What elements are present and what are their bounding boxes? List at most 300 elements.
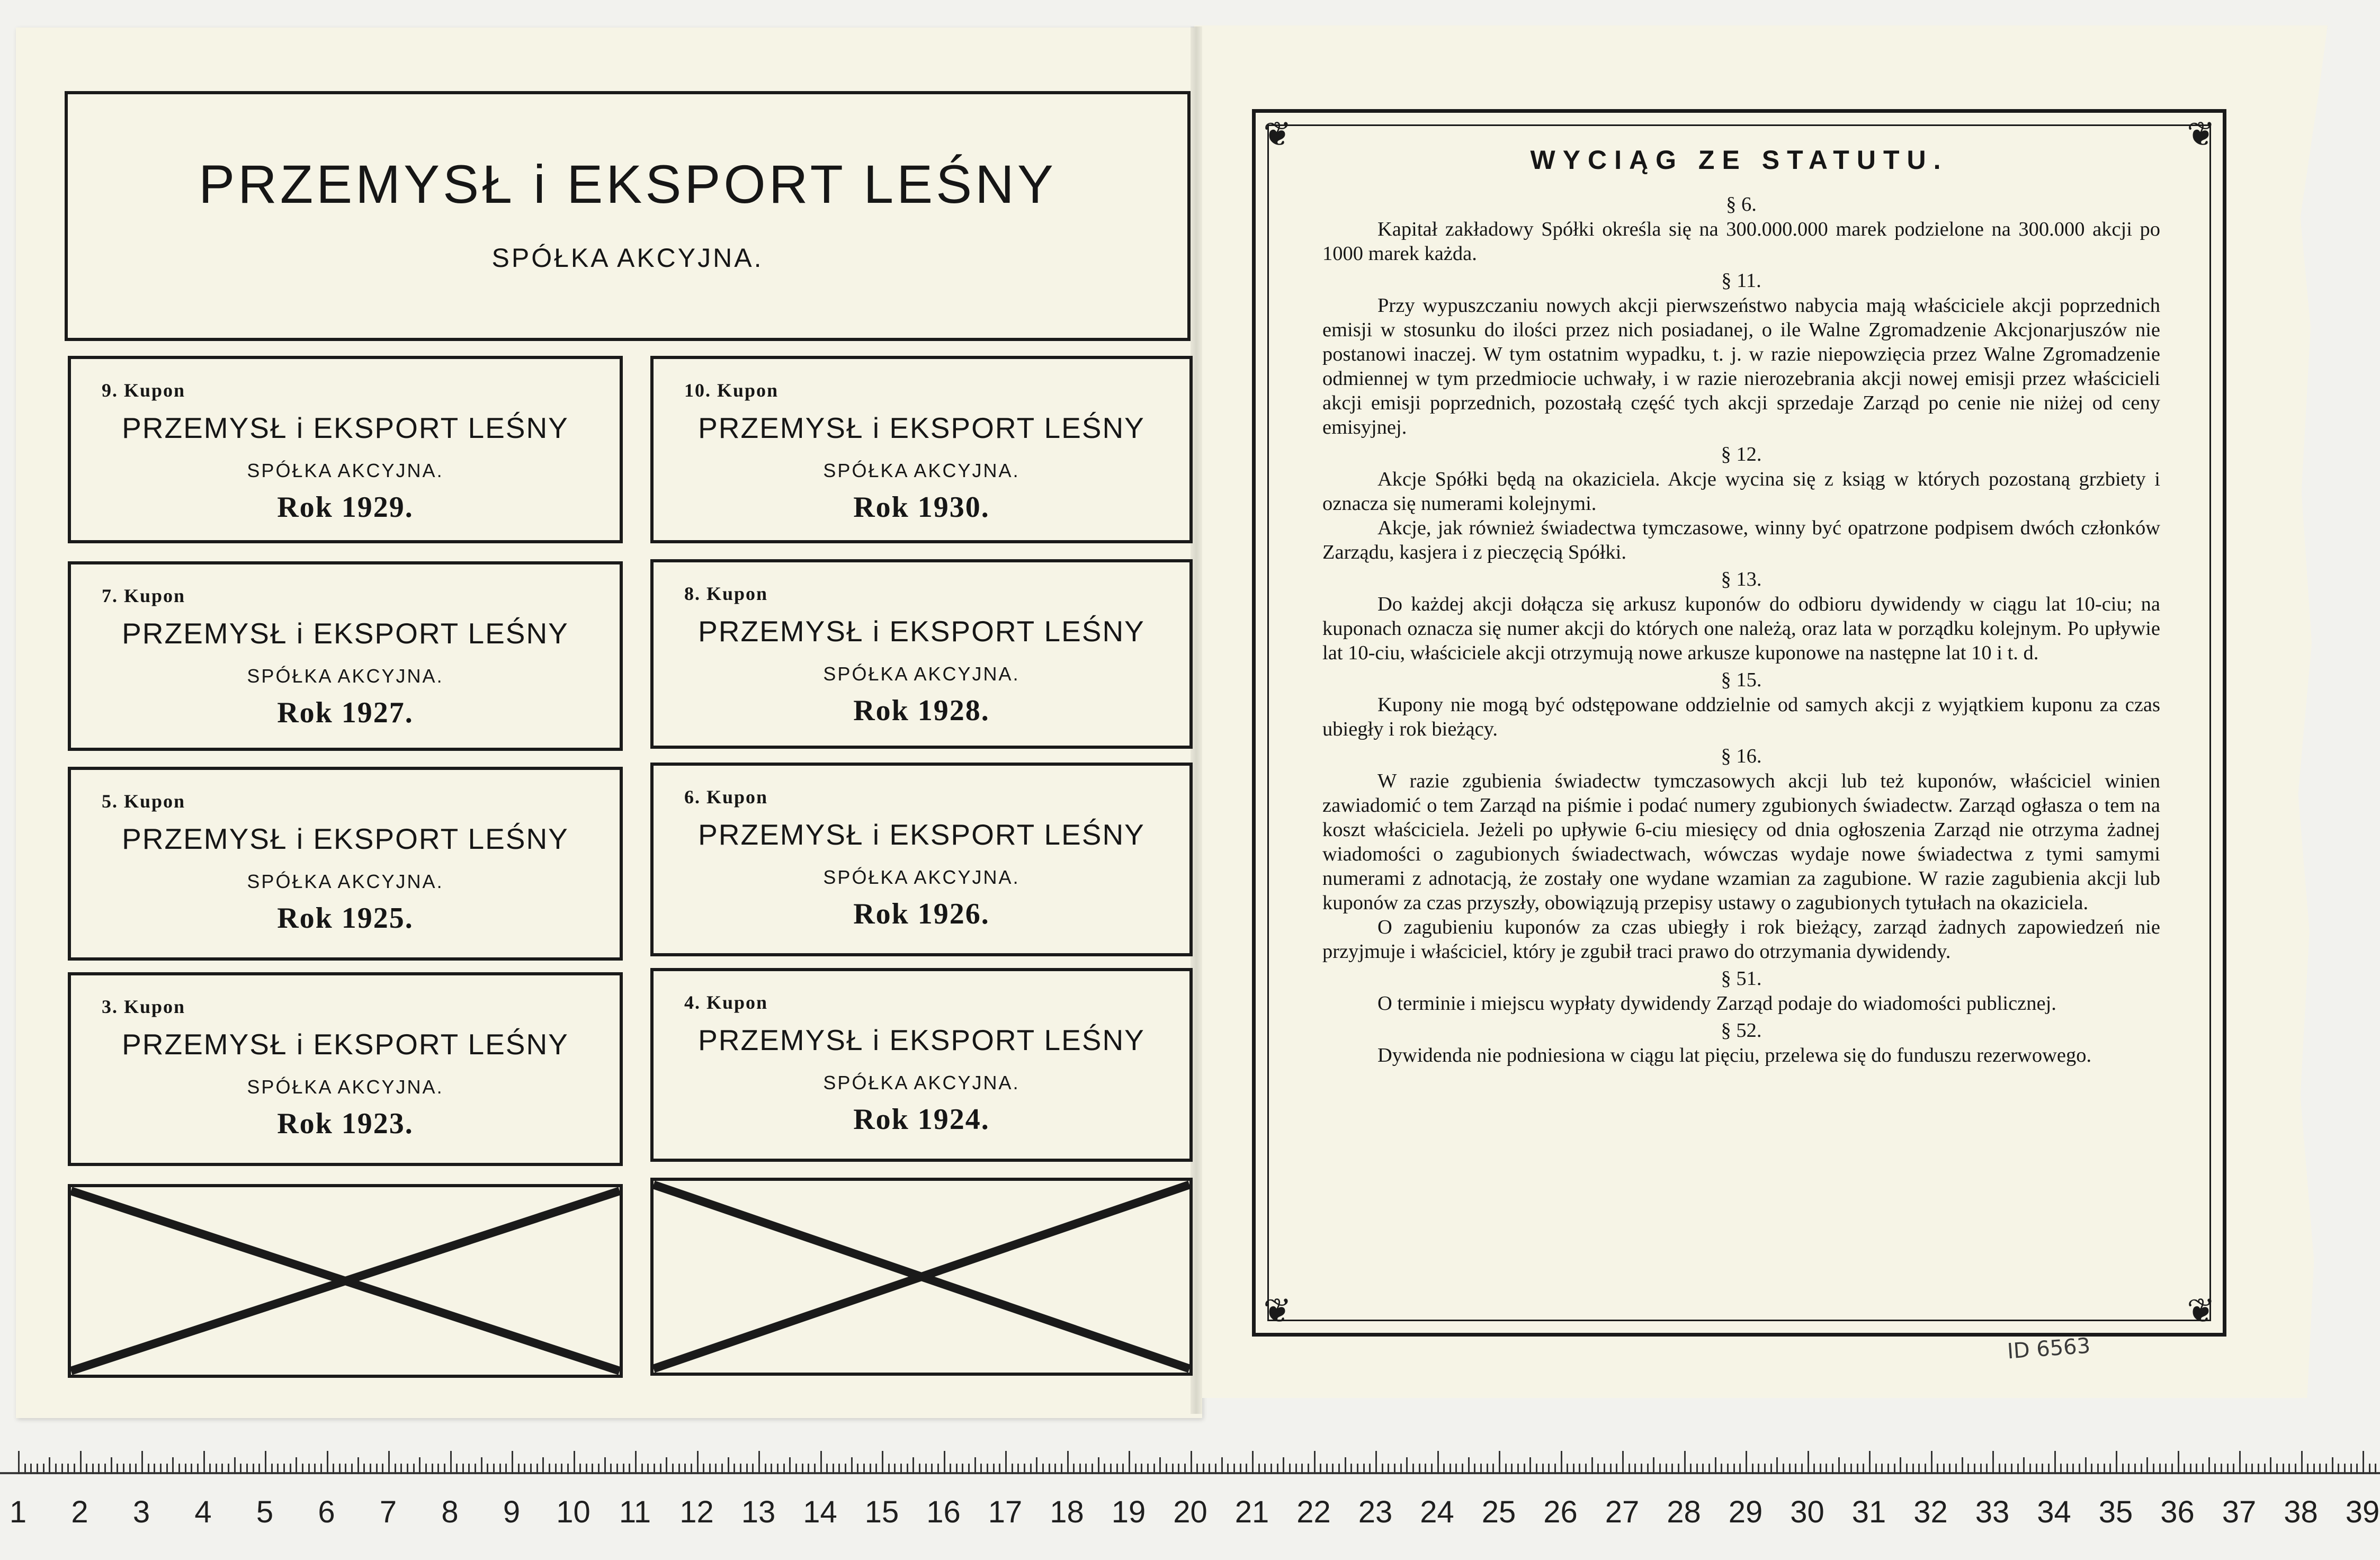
ruler-tick	[1345, 1457, 1346, 1474]
coupon-company: PRZEMYSŁ i EKSPORT LEŚNY	[122, 617, 569, 650]
ruler-tick	[178, 1464, 180, 1474]
ruler-tick	[765, 1464, 766, 1474]
ruler-tick	[802, 1464, 803, 1474]
ruler-tick	[432, 1464, 433, 1474]
ruler-tick	[826, 1464, 828, 1474]
ruler-tick	[499, 1464, 501, 1474]
ruler-tick	[1079, 1464, 1081, 1474]
ruler-tick	[1104, 1464, 1105, 1474]
ruler-tick	[468, 1464, 470, 1474]
ruler-label: 5	[256, 1495, 274, 1529]
ruler-tick	[2165, 1464, 2167, 1474]
ruler-tick	[2011, 1464, 2012, 1474]
ruler-tick	[814, 1464, 816, 1474]
cross-mark-icon	[71, 1187, 620, 1375]
ruler-tick	[2264, 1464, 2266, 1474]
ruler-tick	[635, 1451, 637, 1474]
ruler-tick	[2116, 1451, 2117, 1474]
ruler-tick	[234, 1457, 236, 1474]
ruler-tick	[1604, 1464, 1605, 1474]
ruler-tick	[240, 1464, 241, 1474]
ruler-tick	[1394, 1464, 1395, 1474]
ruler-tick	[962, 1464, 963, 1474]
ruler-tick	[641, 1464, 643, 1474]
ruler-tick	[888, 1464, 890, 1474]
ruler-tick	[327, 1451, 328, 1474]
ruler-tick	[2079, 1464, 2080, 1474]
ruler-tick	[104, 1464, 106, 1474]
ruler-tick	[2307, 1464, 2309, 1474]
ruler-tick	[1369, 1464, 1371, 1474]
coupon-4	[650, 968, 1193, 1162]
ruler-label: 6	[318, 1495, 335, 1529]
ruler-tick	[1641, 1464, 1642, 1474]
coupon-company: PRZEMYSŁ i EKSPORT LEŚNY	[698, 1024, 1145, 1056]
ruler-tick	[370, 1464, 371, 1474]
ruler-tick	[2239, 1451, 2241, 1474]
ruler-tick	[1529, 1457, 1531, 1474]
coupon-number: 10. Kupon	[684, 380, 779, 401]
ruler-tick	[135, 1464, 137, 1474]
ruler-tick	[999, 1464, 1000, 1474]
ruler-tick	[1400, 1464, 1402, 1474]
ruler-tick	[1949, 1464, 1950, 1474]
ruler-label: 23	[1358, 1495, 1393, 1529]
ruler-tick	[1826, 1464, 1827, 1474]
ruler-tick	[129, 1464, 131, 1474]
section-text: Kupony nie mogą być odstępowane oddzielnie od samych akcji z wyjątkiem kuponu za czas ubiegły i rok bieżący.	[1322, 694, 2160, 740]
ruler-label: 28	[1667, 1495, 1701, 1529]
ruler-label: 13	[741, 1495, 776, 1529]
ruler-tick	[2005, 1464, 2006, 1474]
ruler-label: 30	[1790, 1495, 1824, 1529]
ruler-label: 20	[1173, 1495, 1207, 1529]
ruler-tick	[55, 1464, 57, 1474]
section-text: Do każdej akcji dołącza się arkusz kuponów do odbioru dywidendy w ciągu lat 10-ciu; na kuponach oznacza się numer akcji do których one należą, oraz lata w porządku kolejnym. Po upływie lat 10-ciu, właściciele akcji otrzymują nowe arkusze kuponowe na następne lat 10 i t. d.	[1322, 593, 2160, 664]
ruler-tick	[296, 1457, 297, 1474]
ruler-tick	[795, 1464, 797, 1474]
ruler-tick	[1579, 1464, 1580, 1474]
ruler-tick	[1326, 1464, 1328, 1474]
ruler-tick	[1178, 1464, 1179, 1474]
coupon-form: SPÓŁKA AKCYJNA.	[823, 1072, 1020, 1093]
ruler-tick	[875, 1464, 877, 1474]
coupon-form: SPÓŁKA AKCYJNA.	[823, 663, 1020, 685]
ruler-label: 3	[132, 1495, 150, 1529]
coupon-3	[68, 972, 623, 1166]
ruler-tick	[2288, 1464, 2290, 1474]
ruler-tick	[475, 1464, 476, 1474]
ruler-tick	[733, 1464, 735, 1474]
ruler-tick	[604, 1457, 606, 1474]
ruler-tick	[740, 1464, 741, 1474]
ruler-tick	[2350, 1464, 2352, 1474]
ruler-tick	[1962, 1457, 1963, 1474]
ruler-label: 35	[2098, 1495, 2133, 1529]
ruler-tick	[2356, 1464, 2358, 1474]
ruler-tick	[703, 1464, 704, 1474]
ruler-tick	[1783, 1464, 1784, 1474]
ruler-tick	[1666, 1464, 1667, 1474]
ruler-tick	[203, 1451, 205, 1474]
ruler-label: 36	[2160, 1495, 2195, 1529]
ruler-tick	[123, 1464, 124, 1474]
ruler-tick	[1925, 1464, 1926, 1474]
archive-id-stamp: ID 6563	[2006, 1333, 2091, 1364]
ruler-tick	[672, 1464, 674, 1474]
ruler-label: 16	[926, 1495, 961, 1529]
section-heading: § 16.	[1721, 745, 1762, 767]
ruler-tick	[2146, 1457, 2148, 1474]
coupon-9	[68, 356, 623, 543]
section-text: Akcje Spółki będą na okaziciela. Akcje wycina się z ksiąg w których pozostaną grzbiety i oznacza się numerami kolejnymi.	[1322, 468, 2160, 515]
ruler-tick	[2109, 1464, 2111, 1474]
ruler-tick	[1690, 1464, 1692, 1474]
ruler-tick	[1511, 1464, 1513, 1474]
ruler-tick	[1054, 1464, 1056, 1474]
section-heading: § 11.	[1721, 270, 1761, 292]
ruler-tick	[2128, 1464, 2130, 1474]
ruler-tick	[339, 1464, 341, 1474]
ruler-tick	[160, 1464, 162, 1474]
ruler-tick	[2085, 1457, 2087, 1474]
ruler-tick	[1246, 1464, 1247, 1474]
ruler-tick	[2276, 1464, 2278, 1474]
ornament-corner-icon: ❦	[2187, 115, 2215, 153]
ruler-tick	[2097, 1464, 2099, 1474]
ruler-tick	[450, 1451, 452, 1474]
ruler-tick	[1597, 1464, 1599, 1474]
ruler-tick	[487, 1464, 488, 1474]
ruler-tick	[1153, 1464, 1155, 1474]
ruler-tick	[2295, 1464, 2296, 1474]
ruler-tick	[1363, 1464, 1365, 1474]
coupon-form: SPÓŁKA AKCYJNA.	[247, 460, 444, 481]
ruler-tick	[49, 1457, 50, 1474]
ruler-tick	[1314, 1451, 1316, 1474]
ruler-tick	[2369, 1464, 2370, 1474]
ruler-tick	[2301, 1451, 2303, 1474]
ruler-tick	[660, 1464, 661, 1474]
ruler-tick	[1049, 1464, 1050, 1474]
ruler-tick	[1542, 1464, 1544, 1474]
measurement-ruler	[0, 1430, 2380, 1560]
ruler-label: 15	[864, 1495, 899, 1529]
ruler-tick	[1517, 1464, 1519, 1474]
coupon-year: Rok 1923.	[277, 1107, 414, 1140]
ruler-label: 7	[379, 1495, 397, 1529]
ruler-tick	[944, 1451, 945, 1474]
ruler-tick	[863, 1464, 865, 1474]
ruler-tick	[1067, 1451, 1069, 1474]
ruler-tick	[968, 1464, 970, 1474]
ruler-tick	[1450, 1464, 1451, 1474]
coupon-year: Rok 1927.	[277, 696, 414, 729]
ruler-tick	[166, 1464, 168, 1474]
ruler-tick	[833, 1464, 834, 1474]
ruler-label: 22	[1296, 1495, 1331, 1529]
coupon-company: PRZEMYSŁ i EKSPORT LEŚNY	[122, 822, 569, 855]
ruler-tick	[1017, 1464, 1019, 1474]
ruler-tick	[400, 1464, 402, 1474]
coupon-number: 3. Kupon	[102, 996, 186, 1017]
ruler-label: 19	[1111, 1495, 1146, 1529]
ruler-tick	[290, 1464, 291, 1474]
ruler-tick	[1166, 1464, 1167, 1474]
ruler-tick	[2214, 1464, 2216, 1474]
ornament-corner-icon: ❦	[2187, 1292, 2215, 1330]
ruler-label: 27	[1605, 1495, 1640, 1529]
ruler-label: 34	[2037, 1495, 2071, 1529]
ruler-tick	[691, 1464, 692, 1474]
ruler-tick	[1085, 1464, 1087, 1474]
ruler-label: 33	[1975, 1495, 2010, 1529]
ruler-tick	[1801, 1464, 1803, 1474]
crossed-out-coupon-slot	[68, 1184, 623, 1378]
section-text: Akcje, jak również świadectwa tymczasowe, winny być opatrzone podpisem dwóch członków Zarządu, kasjera i z pieczęcią Spółki.	[1322, 517, 2160, 563]
ruler-tick	[1943, 1464, 1945, 1474]
coupon-company: PRZEMYSŁ i EKSPORT LEŚNY	[122, 1028, 569, 1061]
ruler-tick	[2258, 1464, 2259, 1474]
ruler-label: 2	[71, 1495, 88, 1529]
ruler-tick	[1468, 1457, 1470, 1474]
ruler-tick	[1869, 1451, 1871, 1474]
ruler-tick	[1061, 1464, 1062, 1474]
ruler-tick	[1005, 1451, 1007, 1474]
ruler-tick	[530, 1464, 532, 1474]
ruler-tick	[1203, 1464, 1204, 1474]
ruler-tick	[1739, 1464, 1741, 1474]
coupon-number: 6. Kupon	[684, 786, 768, 808]
ruler-tick	[425, 1464, 427, 1474]
ruler-tick	[542, 1457, 544, 1474]
ruler-tick	[1591, 1457, 1593, 1474]
ruler-tick	[838, 1464, 840, 1474]
ruler-tick	[228, 1464, 229, 1474]
ruler-tick	[956, 1464, 958, 1474]
ruler-tick	[2283, 1464, 2284, 1474]
ruler-tick	[216, 1464, 217, 1474]
ruler-tick	[561, 1464, 562, 1474]
ruler-tick	[2325, 1464, 2327, 1474]
ruler-tick	[1252, 1451, 1254, 1474]
ruler-label: 31	[1851, 1495, 1886, 1529]
ruler-tick	[456, 1464, 458, 1474]
coupon-company: PRZEMYSŁ i EKSPORT LEŚNY	[698, 818, 1145, 851]
ruler-tick	[1548, 1464, 1550, 1474]
ruler-tick	[43, 1464, 44, 1474]
ruler-tick	[567, 1464, 569, 1474]
ruler-tick	[931, 1464, 933, 1474]
ruler-tick	[900, 1464, 902, 1474]
ruler-tick	[1382, 1464, 1383, 1474]
ruler-tick	[2208, 1457, 2210, 1474]
ruler-tick	[2344, 1464, 2346, 1474]
ruler-tick	[444, 1464, 445, 1474]
ruler-tick	[2153, 1464, 2154, 1474]
ruler-tick	[1357, 1464, 1358, 1474]
ruler-tick	[1289, 1464, 1291, 1474]
ruler-tick	[1967, 1464, 1969, 1474]
ruler-tick	[283, 1464, 285, 1474]
ruler-tick	[1437, 1451, 1439, 1474]
ruler-tick	[1116, 1464, 1118, 1474]
ruler-tick	[302, 1464, 303, 1474]
ruler-tick	[1536, 1464, 1537, 1474]
ruler-tick	[715, 1464, 717, 1474]
ruler-tick	[493, 1464, 495, 1474]
ruler-tick	[1561, 1451, 1562, 1474]
ruler-tick	[919, 1464, 920, 1474]
header-box	[65, 91, 1191, 341]
ruler-tick	[666, 1457, 667, 1474]
coupon-8	[650, 559, 1193, 749]
ruler-tick	[2171, 1464, 2173, 1474]
ruler-tick	[2104, 1464, 2105, 1474]
ruler-tick	[1758, 1464, 1759, 1474]
ruler-tick	[2202, 1464, 2204, 1474]
ruler-tick	[437, 1464, 439, 1474]
ruler-tick	[1931, 1451, 1932, 1474]
ruler-tick	[1332, 1464, 1334, 1474]
ruler-tick	[1622, 1451, 1624, 1474]
ruler-tick	[1727, 1464, 1729, 1474]
ruler-tick	[1820, 1464, 1821, 1474]
ruler-tick	[172, 1457, 174, 1474]
section-text: Dywidenda nie podniesiona w ciągu lat pięciu, przelewa się do funduszu rezerwowego.	[1377, 1044, 2092, 1066]
ruler-tick	[1857, 1464, 1858, 1474]
ruler-tick	[351, 1464, 353, 1474]
ruler-tick	[777, 1464, 779, 1474]
ruler-tick	[1733, 1464, 1735, 1474]
ruler-tick	[221, 1464, 223, 1474]
ruler-tick	[1838, 1457, 1840, 1474]
ruler-tick	[1295, 1464, 1297, 1474]
ruler-tick	[1196, 1464, 1198, 1474]
ruler-tick	[1221, 1457, 1223, 1474]
ruler-tick	[1702, 1464, 1704, 1474]
coupon-number: 8. Kupon	[684, 583, 768, 604]
ruler-tick	[894, 1464, 896, 1474]
ruler-tick	[1634, 1464, 1636, 1474]
ruler-tick	[1887, 1464, 1889, 1474]
ruler-tick	[117, 1464, 118, 1474]
ruler-tick	[1715, 1457, 1716, 1474]
ruler-tick	[555, 1464, 557, 1474]
ruler-tick	[512, 1451, 513, 1474]
ruler-tick	[987, 1464, 988, 1474]
ruler-tick	[1233, 1464, 1235, 1474]
ruler-tick	[505, 1464, 507, 1474]
ruler-label: 10	[556, 1495, 590, 1529]
ruler-tick	[1808, 1451, 1809, 1474]
ruler-tick	[907, 1464, 908, 1474]
ruler-tick	[678, 1464, 680, 1474]
ruler-tick	[771, 1464, 772, 1474]
ruler-tick	[1999, 1464, 2000, 1474]
ruler-tick	[1832, 1464, 1833, 1474]
ruler-tick	[993, 1464, 995, 1474]
coupon-company: PRZEMYSŁ i EKSPORT LEŚNY	[122, 411, 569, 444]
ruler-tick	[1850, 1464, 1852, 1474]
ruler-tick	[197, 1464, 199, 1474]
ruler-label: 11	[619, 1495, 651, 1529]
ruler-tick	[709, 1464, 711, 1474]
ruler-tick	[1350, 1464, 1352, 1474]
ruler-tick	[1283, 1457, 1284, 1474]
ruler-tick	[1308, 1464, 1309, 1474]
ruler-tick	[308, 1464, 310, 1474]
coupon-number: 7. Kupon	[102, 585, 186, 606]
ruler-label: 4	[194, 1495, 212, 1529]
ruler-tick	[80, 1451, 82, 1474]
ruler-tick	[1671, 1464, 1673, 1474]
ruler-tick	[320, 1464, 322, 1474]
ruler-tick	[265, 1451, 266, 1474]
ruler-tick	[1270, 1464, 1272, 1474]
ruler-tick	[586, 1464, 587, 1474]
ruler-tick	[610, 1464, 612, 1474]
ruler-tick	[1487, 1464, 1488, 1474]
coupon-5	[68, 767, 623, 961]
ruler-tick	[1629, 1464, 1630, 1474]
ruler-tick	[974, 1457, 976, 1474]
ruler-tick	[2190, 1464, 2191, 1474]
ruler-tick	[111, 1457, 112, 1474]
ruler-tick	[1209, 1464, 1210, 1474]
section-heading: § 13.	[1721, 568, 1762, 590]
coupon-year: Rok 1928.	[853, 694, 990, 727]
ruler-tick	[98, 1464, 100, 1474]
ruler-tick	[845, 1464, 846, 1474]
ruler-tick	[1992, 1451, 1994, 1474]
ruler-tick	[1610, 1464, 1612, 1474]
ruler-tick	[1091, 1464, 1093, 1474]
coupon-year: Rok 1924.	[853, 1103, 990, 1136]
ruler-tick	[1098, 1457, 1099, 1474]
ruler-tick	[1770, 1464, 1772, 1474]
ruler-tick	[1974, 1464, 1975, 1474]
ruler-tick	[1844, 1464, 1846, 1474]
ruler-tick	[1258, 1464, 1260, 1474]
ruler-tick	[1264, 1464, 1266, 1474]
ruler-tick	[271, 1464, 273, 1474]
ruler-tick	[1789, 1464, 1791, 1474]
ruler-tick	[2332, 1457, 2333, 1474]
ruler-tick	[1616, 1464, 1617, 1474]
ruler-label: 12	[679, 1495, 714, 1529]
ruler-tick	[937, 1464, 939, 1474]
ruler-tick	[870, 1464, 871, 1474]
ruler-tick	[209, 1464, 211, 1474]
ruler-tick	[1375, 1451, 1377, 1474]
ruler-tick	[1474, 1464, 1475, 1474]
ruler-tick	[1795, 1464, 1796, 1474]
ruler-label: 9	[503, 1495, 521, 1529]
ruler-tick	[2066, 1464, 2068, 1474]
ruler-tick	[1937, 1464, 1938, 1474]
ruler-tick	[2233, 1464, 2234, 1474]
company-title: PRZEMYSŁ i EKSPORT LEŚNY	[199, 154, 1057, 214]
ruler-tick	[1708, 1464, 1710, 1474]
ruler-tick	[413, 1464, 415, 1474]
ruler-label: 37	[2222, 1495, 2257, 1529]
coupon-year: Rok 1930.	[853, 491, 990, 524]
ruler-tick	[154, 1464, 155, 1474]
section-heading: § 6.	[1726, 193, 1757, 216]
ruler-tick	[1499, 1451, 1500, 1474]
ruler-tick	[481, 1457, 482, 1474]
